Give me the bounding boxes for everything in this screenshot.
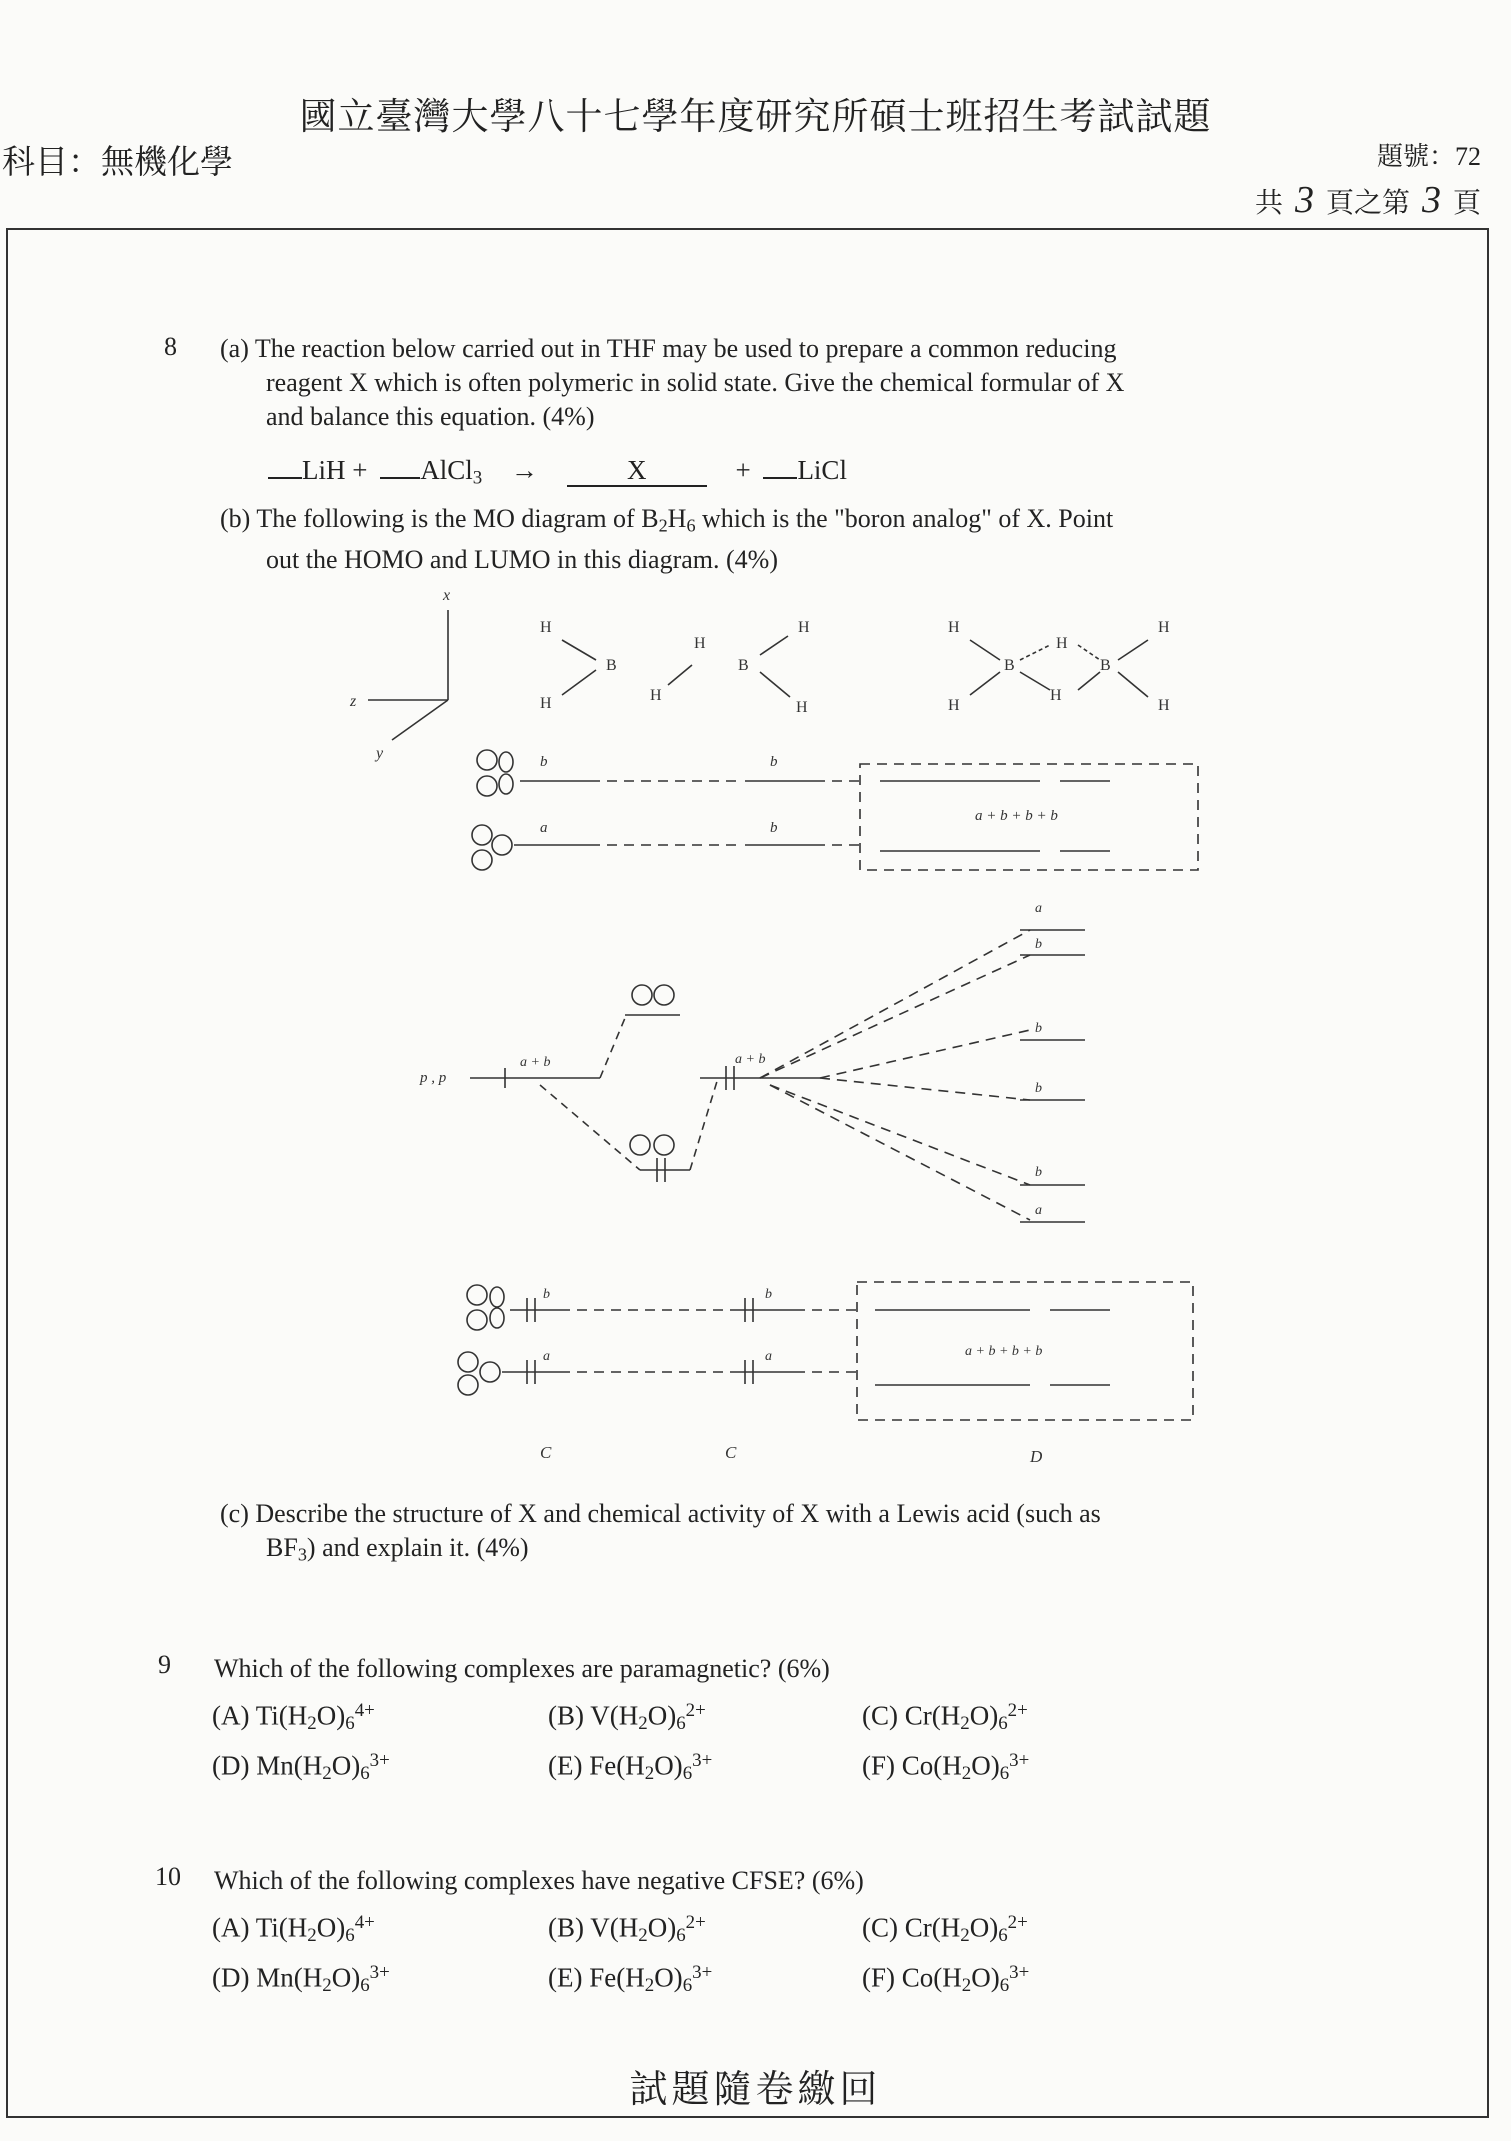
atom-h: H <box>650 687 662 704</box>
atom-b: B <box>1004 657 1015 674</box>
middle-orbitals <box>419 901 1085 1222</box>
right-level-label: b <box>1035 1021 1042 1036</box>
eq-licl: LiCl <box>797 455 847 485</box>
q10-option-b[interactable]: (B) $V(H_2O)_6^{2+}$ <box>548 1912 706 1947</box>
lower-box-label: a + b + b + b <box>965 1344 1043 1359</box>
q9-option-f[interactable]: (F) $Co(H_2O)_6^{3+}$ <box>862 1750 1030 1785</box>
upper-box-label: a + b + b + b <box>975 808 1058 824</box>
q8-c-sub: 3 <box>297 1544 307 1565</box>
q10-option-a[interactable]: (A) $Ti(H_2O)_6^{4+}$ <box>212 1912 375 1947</box>
label-b1-star: b <box>770 820 778 836</box>
q8-b-line2: out the HOMO and LUMO in this diagram. (4%) <box>266 544 778 574</box>
q9-option-c[interactable]: (C) $Cr(H_2O)_6^{2+}$ <box>862 1700 1028 1735</box>
label-a1: a <box>765 1349 772 1364</box>
label-b1: b <box>765 1287 772 1302</box>
atom-h: H <box>1056 635 1068 652</box>
q8-c-pre: BF <box>266 1533 298 1562</box>
q10-number: 10 <box>155 1862 181 1891</box>
bh2-fragment-right <box>738 619 810 716</box>
q10-option-c[interactable]: (C) $Cr(H_2O)_6^{2+}$ <box>862 1912 1028 1947</box>
exam-title: 國立臺灣大學八十七學年度研究所碩士班招生考試試題 <box>299 97 1212 138</box>
q8-a-line2: reagent X which is often polymeric in solid state. Give the chemical formular of X <box>266 368 1125 397</box>
atom-h: H <box>1050 687 1062 704</box>
atom-h: H <box>1158 697 1170 714</box>
q8-b-h: H <box>667 504 687 533</box>
right-level-label: b <box>1035 937 1042 952</box>
atom-h: H <box>694 635 706 652</box>
atom-h: H <box>1158 619 1170 636</box>
p-label: p , p <box>420 1070 447 1086</box>
lower-orbitals <box>458 1282 1193 1420</box>
q10-question: Which of the following complexes have negative CFSE? (6%) <box>214 1866 864 1895</box>
question-number-label: 題號： <box>1376 142 1455 171</box>
q9-number: 9 <box>158 1650 171 1679</box>
q8-number: 8 <box>164 332 177 361</box>
atom-h: H <box>948 697 960 714</box>
q8-a-line3: and balance this equation. (4%) <box>266 402 595 431</box>
pages-mid: 頁之第 <box>1325 188 1410 219</box>
axis-y-label: y <box>376 745 384 762</box>
atom-h: H <box>948 619 960 636</box>
q8-c-post: ) and explain it. (4%) <box>306 1533 529 1562</box>
atom-h: H <box>798 619 810 636</box>
h2-fragment <box>650 635 706 704</box>
q9-question: Which of the following complexes are paramagnetic? (6%) <box>214 1654 830 1683</box>
pages-prefix: 共 <box>1254 188 1283 219</box>
eq-x: X <box>567 455 707 487</box>
q10-option-d[interactable]: (D) $Mn(H_2O)_6^{3+}$ <box>212 1962 390 1997</box>
upper-orbitals <box>472 750 1198 870</box>
symmetry-labels <box>540 1443 1043 1466</box>
q8-a-line1: (a) The reaction below carried out in THF may be used to prepare a common reducing <box>220 334 1117 363</box>
atom-h: H <box>540 619 552 636</box>
axes <box>349 587 450 762</box>
pages-current: 3 <box>1421 179 1441 221</box>
label-a1-star: a <box>540 820 548 836</box>
pages-total: 3 <box>1294 179 1314 221</box>
symmetry-c2v-left: C <box>540 1443 552 1462</box>
right-level-label: b <box>1035 1081 1042 1096</box>
q10-option-e[interactable]: (E) $Fe(H_2O)_6^{3+}$ <box>548 1962 713 1997</box>
q8-part-c <box>220 1497 1101 1572</box>
atom-h: H <box>796 699 808 716</box>
right-level-label: a <box>1035 901 1042 916</box>
footer-notice: 試題隨卷繳回 <box>629 2069 882 2111</box>
right-level-label: b <box>1035 1165 1042 1180</box>
mid-right-label: a + b <box>735 1052 766 1067</box>
atom-h: H <box>540 695 552 712</box>
atom-b: B <box>738 657 749 674</box>
bh2-fragment-left <box>540 619 617 712</box>
atom-b: B <box>1100 657 1111 674</box>
symmetry-d2h: D <box>1030 1447 1043 1466</box>
q8-b-line1-post: which is the "boron analog" of X. Point <box>695 504 1114 533</box>
axis-z-label: z <box>350 693 357 710</box>
q8-b-sub2: 6 <box>686 515 696 536</box>
subject-label: 科目： <box>2 145 101 181</box>
atom-b: B <box>606 657 617 674</box>
question-number-value: 72 <box>1455 142 1481 171</box>
label-b1: b <box>543 1287 550 1302</box>
eq-plus: + <box>735 455 751 485</box>
q8-c-line1: (c) Describe the structure of X and chemical activity of X with a Lewis acid (such as <box>220 1499 1101 1528</box>
eq-alcl-sub: 3 <box>472 467 483 489</box>
eq-lih: LiH + <box>302 455 368 485</box>
b2h6-structure <box>948 619 1170 714</box>
right-level-label: a <box>1035 1203 1042 1218</box>
q9-option-e[interactable]: (E) $Fe(H_2O)_6^{3+}$ <box>548 1750 713 1785</box>
eq-alcl: AlCl <box>420 455 473 485</box>
mid-left-label: a + b <box>520 1055 551 1070</box>
subject-name: 無機化學 <box>101 145 233 181</box>
q8-b-line1-pre: (b) The following is the MO diagram of B <box>220 504 659 533</box>
label-b1-star: b <box>540 754 548 770</box>
q8-b-sub1: 2 <box>658 515 668 536</box>
q9-option-d[interactable]: (D) $Mn(H_2O)_6^{3+}$ <box>212 1750 390 1785</box>
label-b1-star: b <box>770 754 778 770</box>
q9-option-b[interactable]: (B) $V(H_2O)_6^{2+}$ <box>548 1700 706 1735</box>
q10-option-f[interactable]: (F) $Co(H_2O)_6^{3+}$ <box>862 1962 1030 1997</box>
symmetry-c2v-right: C <box>725 1443 737 1462</box>
eq-arrow: → <box>510 455 538 485</box>
pages-suffix: 頁 <box>1452 188 1481 219</box>
label-a1: a <box>543 1349 550 1364</box>
q9-option-a[interactable]: (A) $Ti(H_2O)_6^{4+}$ <box>212 1700 375 1735</box>
axis-x-label: x <box>443 587 451 604</box>
